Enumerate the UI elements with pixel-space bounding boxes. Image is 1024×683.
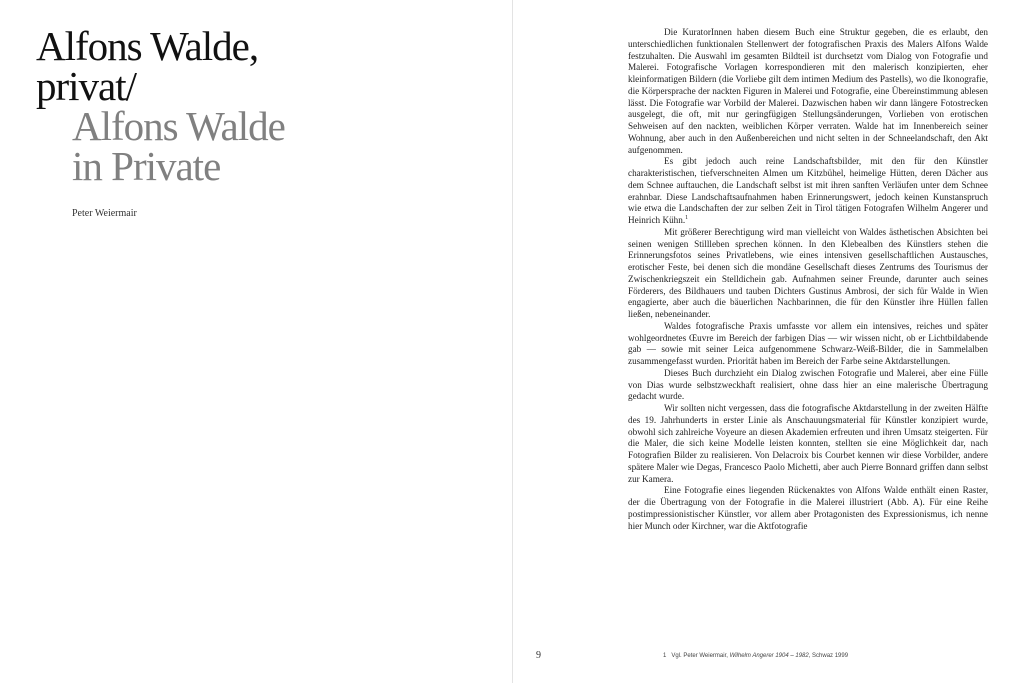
paragraph: Die KuratorInnen haben diesem Buch eine Struktur gegeben, die es erlaubt, den unterschiedlichen funktionalen Stellenwert der fotografischen Praxis des Malers Alfons Walde festzuhalten. Die Auswahl im gesamten Bildteil ist durchsetzt vom Dialog von Fotografie und Malerei. Fotografische Vorlagen korrespondieren mit den malerisch konzipierten, eher kleinformatigen Bildern (die Vorliebe gilt dem intimen Medium des Pastells), wo die Ikonografie, die Körpersprache der nackten Figuren in Malerei und Fotografie, eine Übereinstimmung ablesen lässt. Die Fotografie war Vorbild der Malerei. Dazwischen haben wir dann längere Fotostrecken ausgelegt, die oft, mit nur geringfügigen Stellungsänderungen, Vorlieben von erotischen Sehweisen auf den nackten, weiblichen Körper verraten. Walde hat im Innenbereich seiner Wohnung, aber auch in den Außenbereichen und nicht selten in der Schneelandschaft, den Akt aufgenommen. (628, 27, 988, 155)
title-english-line-2: in Private (72, 143, 221, 189)
footnote-prefix: Vgl. Peter Weiermair, (671, 653, 730, 659)
title-german-line-1: Alfons Walde, (36, 23, 259, 69)
footnote-reference: 1 (685, 214, 689, 221)
body-text (628, 27, 988, 532)
paragraph (628, 156, 988, 227)
paragraph: Waldes fotografische Praxis umfasste vor allem ein intensives, reiches und später wohlgeordnetes Œuvre im Bereich der farbigen Dias — wir wissen nicht, ob er Lichtbildabende gab — sowie mit seiner Leica aufgenommene Schwarz-Weiß-Bilder, die in Sammelalben zusammengefasst wurden. Priorität haben im Bereich der Farbe seine Aktdarstellungen. (628, 320, 988, 366)
footnote-number: 1 (663, 653, 667, 659)
page-gutter (512, 0, 513, 683)
paragraph: Mit größerer Berechtigung wird man vielleicht von Waldes ästhetischen Absichten bei seinen wenigen Stillleben sprechen können. In den Klebealben des Künstlers stehen die Erinnerungsfotos seines Privatlebens, wie eines intensiven gesellschaftlichen Austausches, erotischer Feste, bei denen sich die mondäne Gesellschaft dieses Zentrums des Tourismus der Zwischenkriegszeit ein Stelldichein gab. Aufnahmen seiner Freunde, darunter auch seines Förderers, des Bildhauers und tauben Dichters Gustinus Ambrosi, der sich für Walde in Wien engagierte, aber auch die bäuerlichen Nachbarinnen, die für den Künstler ihre Hüllen fallen ließen, nebeneinander. (628, 226, 988, 319)
paragraph: Wir sollten nicht vergessen, dass die fotografische Aktdarstellung in der zweiten Hälfte des 19. Jahrhunderts in erster Linie als Anschauungsmaterial für Künstler konzipiert wurde, obwohl sich zahlreiche Voyeure an diesen Akademien erfreuten und ihren Umsatz steigerten. Für die Maler, die sich keine Modelle leisten konnten, stellten sie eine Möglichkeit dar, nach Fotografien Bilder zu realisieren. Von Delacroix bis Courbet kennen wir diese Vorbilder, andere spätere Maler wie Degas, Francesco Paolo Michetti, aber auch Pierre Bonnard griffen dann selbst zur Kamera. (628, 403, 988, 484)
chapter-title (36, 23, 285, 189)
footnote (663, 653, 848, 659)
page-number: 9 (536, 650, 541, 661)
paragraph: Eine Fotografie eines liegenden Rückenaktes von Alfons Walde enthält einen Raster, der die Übertragung von der Fotografie in die Malerei illustriert (Abb. A). Für eine Reihe postimpressionistischer Künstler, vor allem aber Protagonisten des Expressionismus, ich nenne hier Munch oder Kirchner, war die Aktfotografie (628, 485, 988, 531)
title-english-line-1: Alfons Walde (72, 103, 285, 149)
footnote-title: Wilhelm Angerer 1904 – 1982 (729, 653, 809, 659)
paragraph-text: Es gibt jedoch auch reine Landschaftsbilder, mit den für den Künstler charakteristischen, tiefverschneiten Almen um Kitzbühel, heimelige Hütten, deren Dächer aus dem Schnee auftauchen, die Landschaft selbst ist mit ihren sanften Verläufen unter dem Schnee erahnbar. Diese Landschaftsaufnahmen haben Erinnerungswert, jedoch keinen Kunstanspruch wie etwa die Landschaften der zur selben Zeit in Tirol tätigen Fotografen Wilhelm Angerer und Heinrich Kühn. (628, 156, 988, 225)
title-german-line-2: privat/ (36, 63, 137, 109)
paragraph: Dieses Buch durchzieht ein Dialog zwischen Fotografie und Malerei, aber eine Fülle von Dias wurde selbstzweckhaft realisiert, ohne dass hier an eine malerische Übertragung gedacht wurde. (628, 367, 988, 402)
footnote-suffix: , Schwaz 1999 (808, 653, 849, 659)
author-name: Peter Weiermair (72, 208, 137, 219)
